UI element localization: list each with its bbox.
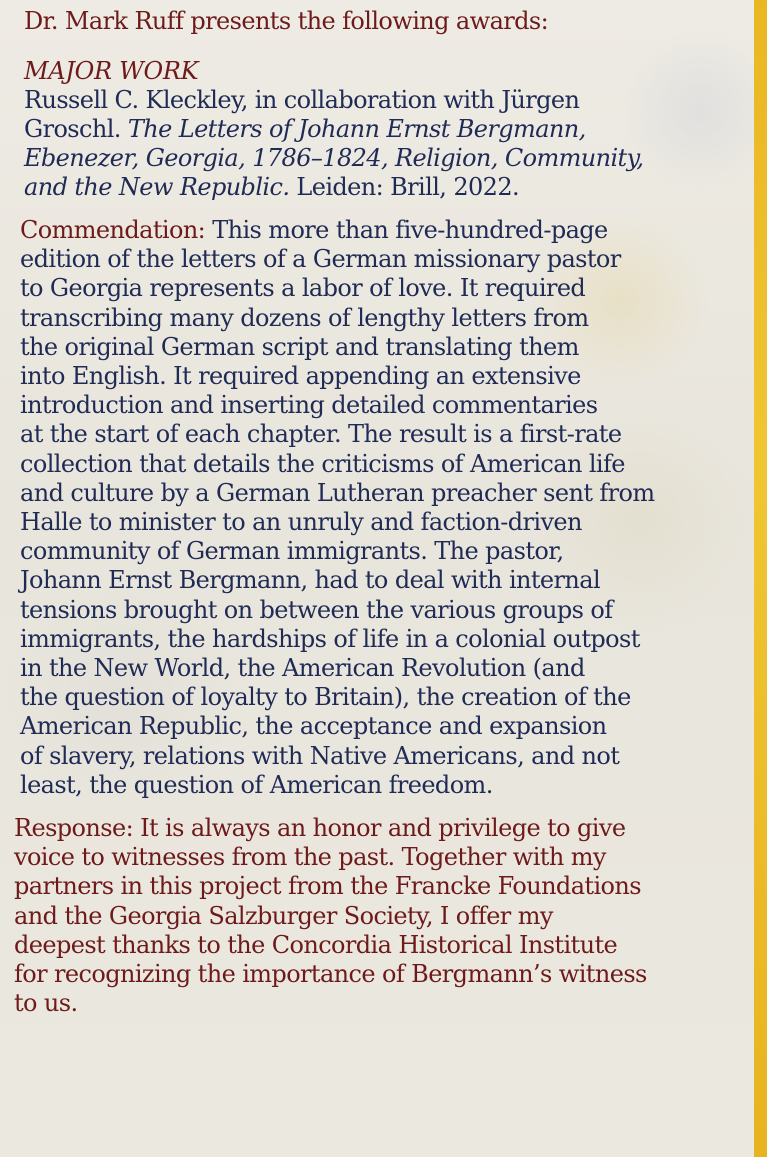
response-paragraph xyxy=(14,814,752,1018)
commendation-paragraph xyxy=(20,216,752,800)
response-line: for recognizing the importance of Bergmann’s witness xyxy=(14,960,647,989)
response-line: deepest thanks to the Concordia Historical Institute xyxy=(14,930,618,959)
response-line: voice to witnesses from the past. Together with my xyxy=(14,843,606,872)
commendation-line: to Georgia represents a labor of love. It required xyxy=(20,274,586,303)
book-title-part-1: The Letters of Johann Ernst Bergmann, xyxy=(127,115,586,143)
commendation-line: American Republic, the acceptance and expansion xyxy=(20,712,607,741)
commendation-line: in the New World, the American Revolution (and xyxy=(20,654,585,683)
commendation-line: Halle to minister to an unruly and faction-driven xyxy=(20,508,582,537)
commendation-label: Commendation: xyxy=(20,216,206,244)
response-line: partners in this project from the Francke Foundations xyxy=(14,872,641,901)
intro-heading: Dr. Mark Ruff presents the following awards: xyxy=(24,7,549,35)
commendation-line: of slavery, relations with Native Americans, and not xyxy=(20,741,620,770)
response-line: to us. xyxy=(14,989,78,1018)
award-citation xyxy=(24,86,752,202)
commendation-line: and culture by a German Lutheran preacher sent from xyxy=(20,478,655,507)
commendation-line: the original German script and translating them xyxy=(20,332,579,361)
commendation-line: transcribing many dozens of lengthy letters from xyxy=(20,303,589,332)
book-title-part-3: and the New Republic. xyxy=(24,173,290,201)
commendation-line: collection that details the criticisms of American life xyxy=(20,449,625,478)
award-entry xyxy=(24,57,752,202)
commendation-line: Commendation: This more than five-hundred-page xyxy=(20,216,608,244)
awards-text xyxy=(14,6,752,1018)
commendation-line: Johann Ernst Bergmann, had to deal with internal xyxy=(20,566,601,595)
commendation-line: at the start of each chapter. The result is a first-rate xyxy=(20,420,622,449)
citation-authors-end: Groschl. xyxy=(24,115,128,143)
award-category: MAJOR WORK xyxy=(24,57,199,85)
citation-line-1: Russell C. Kleckley, in collaboration with Jürgen xyxy=(24,86,580,114)
publisher-info: Leiden: Brill, 2022. xyxy=(289,173,520,201)
commendation-line: immigrants, the hardships of life in a colonial outpost xyxy=(20,624,640,653)
commendation-line: the question of loyalty to Britain), the creation of the xyxy=(20,683,631,712)
commendation-line: least, the question of American freedom. xyxy=(20,770,493,799)
citation-line-4 xyxy=(24,173,752,202)
book-title-part-2: Ebenezer, Georgia, 1786–1824, Religion, Community, xyxy=(24,144,644,172)
response-line: Response: It is always an honor and privilege to give xyxy=(14,814,626,843)
commendation-line: tensions brought on between the various groups of xyxy=(20,595,613,624)
commendation-line: into English. It required appending an extensive xyxy=(20,362,581,391)
citation-line-2 xyxy=(24,115,752,144)
commendation-line: introduction and inserting detailed commentaries xyxy=(20,391,598,420)
commendation-line: edition of the letters of a German missionary pastor xyxy=(20,245,621,274)
commendation-line: community of German immigrants. The pastor, xyxy=(20,537,564,566)
yellow-edge-strip xyxy=(754,0,767,1157)
response-line: and the Georgia Salzburger Society, I offer my xyxy=(14,901,553,930)
